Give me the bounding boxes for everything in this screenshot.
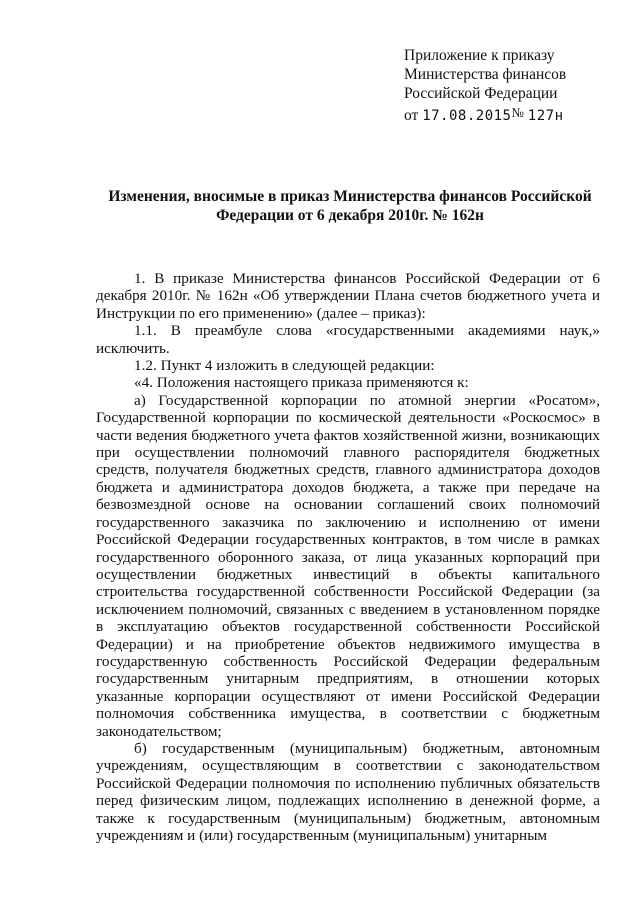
- header-line-1: Приложение к приказу: [404, 47, 555, 64]
- order-number: 127н: [527, 108, 564, 124]
- title-line-1: Изменения, вносимые в приказ Министерства финансов Российской: [108, 188, 592, 205]
- title-line-2: Федерации от 6 декабря 2010г. № 162н: [216, 207, 484, 224]
- header-date-line: [404, 103, 624, 126]
- paragraph-1-1: 1.1. В преамбуле слова «государственными академиями наук,» исключить.: [96, 322, 600, 357]
- paragraph-b: б) государственным (муниципальным) бюджетным, автономным учреждениям, осуществляющим в соответствии с законодательством Российской Федерации полномочия по исполнению публичных обязательств перед физическим лицом, подлежащих исполнению в денежной форме, а также к государственным (муниципальным) бюджетным, автономным учреждениям и (или) государственным (муниципальным) унитарным: [96, 739, 600, 844]
- paragraph-1: 1. В приказе Министерства финансов Российской Федерации от 6 декабря 2010г. № 162н «Об утверждении Плана счетов бюджетного учета и Инструкции по его применению» (далее – приказ):: [96, 270, 600, 322]
- number-sign: №: [511, 105, 524, 120]
- document-title: [100, 187, 600, 225]
- paragraph-4: «4. Положения настоящего приказа применяются к:: [134, 374, 469, 392]
- paragraph-1-2: 1.2. Пункт 4 изложить в следующей редакции:: [134, 357, 435, 375]
- header-line-2: Министерства финансов: [404, 66, 567, 83]
- header-line-3: Российской Федерации: [404, 85, 558, 102]
- order-date: 17.08.2015: [422, 108, 512, 124]
- document-body: [96, 270, 600, 844]
- appendix-header: [404, 46, 624, 126]
- paragraph-a: а) Государственной корпорации по атомной энергии «Росатом», Государственной корпорации по космической деятельности «Роскосмос» в части ведения бюджетного учета фактов хозяйственной жизни, возникающих при осуществлении полномочий главного распорядителя бюджетных средств, получателя бюджетных средств, главного администратора доходов бюджета и администратора доходов бюджета, а также при передаче на безвозмездной основе на основании соглашений своих полномочий государственного заказчика по заключению и исполнению от имени Российской Федерации государственных контрактов, в том числе в рамках государственного оборонного заказа, от лица указанных корпораций при осуществлении бюджетных инвестиций в объекты капитального строительства государственной собственности Российской Федерации (за исключением полномочий, связанных с введением в установленном порядке в эксплуатацию объектов государственной собственности Российской Федерации) и на приобретение объектов недвижимого имущества в государственную собственность Российской Федерации федеральным государственным унитарным предприятиям, в отношении которых указанные корпорации осуществляют от имени Российской Федерации полномочия собственника имущества, в соответствии с бюджетным законодательством;: [96, 391, 600, 740]
- from-label: от: [404, 107, 419, 124]
